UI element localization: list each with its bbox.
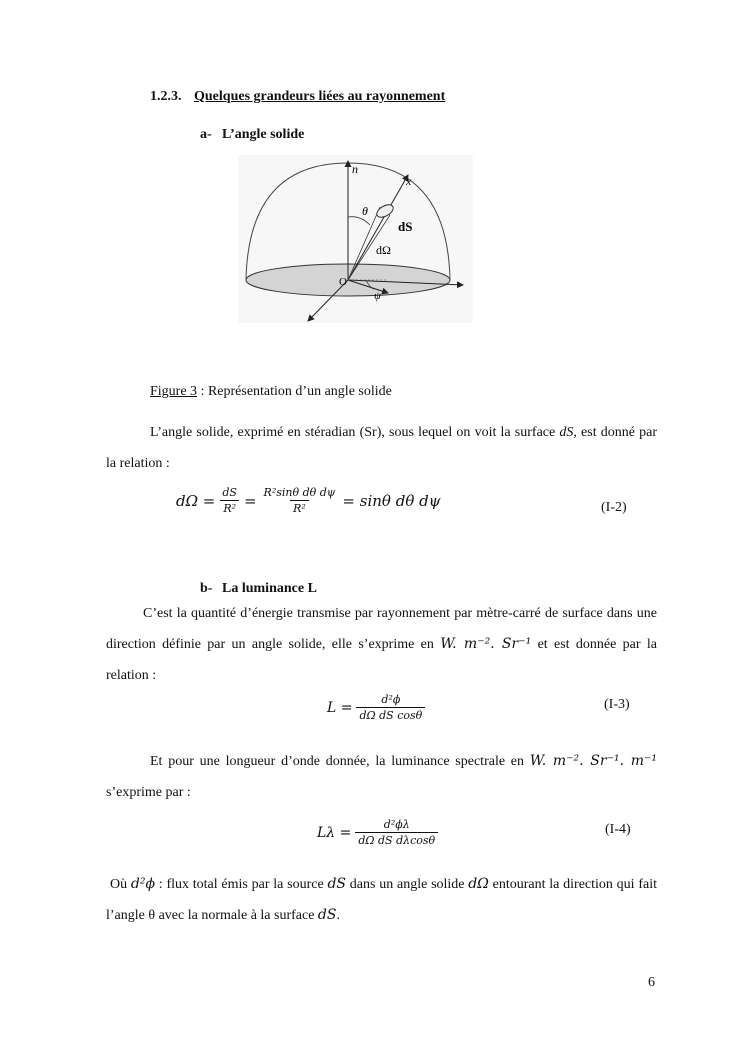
para1-text1: L’angle solide, exprimé en stéradian (Sr), sous lequel on voit la surface [150, 425, 560, 440]
paragraph-spectral [106, 746, 657, 808]
eq4-num: d²ϕλ [383, 818, 410, 831]
eq3-lhs: L = [327, 699, 353, 716]
eq4-number: (I-4) [605, 822, 631, 837]
para2-unit: W. m⁻². Sr⁻¹ [440, 636, 532, 652]
eq4-lhs: Lλ = [317, 824, 352, 841]
para2-text1: C’est la quantité d’énergie transmise par rayonnement par mètre-carré de surface dans une direction définie par un angle solide, elle s’exprime en [106, 606, 657, 652]
eq2-fraction-2 [261, 486, 339, 515]
label-domega: dΩ [376, 243, 391, 257]
paragraph-luminance [106, 598, 657, 691]
label-ds: dS [398, 219, 413, 234]
para1-text2: est donné par la relation : [106, 425, 657, 471]
eq4-fraction [355, 818, 438, 847]
para4-t4: entourant la direction qui fait l’angle θ avec la normale à la surface [106, 877, 657, 923]
eq2-f1-den: R² [220, 500, 239, 515]
figure-caption-text: : Représentation d’un angle solide [197, 384, 392, 399]
eq3-den: dΩ dS cosθ [356, 707, 425, 722]
subsection-a-letter: a- [200, 127, 212, 142]
figure-caption-ref: Figure 3 [150, 384, 198, 399]
eq4-den: dΩ dS dλcosθ [355, 832, 438, 847]
eq2-rhs: = sinθ dθ dψ [342, 491, 441, 510]
section-title: Quelques grandeurs liées au rayonnement [194, 89, 446, 104]
label-x: x [406, 174, 412, 188]
label-origin: O [339, 276, 347, 288]
subsection-b-heading [200, 581, 317, 597]
para4-m3: dΩ [468, 876, 489, 892]
para2-text2: et est donnée par la relation : [106, 637, 658, 683]
para3-text1: Et pour une longueur d’onde donnée, la luminance spectrale en [150, 754, 530, 769]
eq2-number: (I-2) [601, 500, 627, 515]
label-n: n [352, 162, 358, 176]
para4-t3: dans un angle solide [346, 877, 469, 892]
paragraph-definitions [106, 869, 657, 931]
subsection-a-title: L’angle solide [222, 127, 305, 142]
figure-caption [150, 384, 392, 400]
eq3-fraction [356, 693, 425, 722]
subsection-b-letter: b- [200, 581, 213, 596]
eq2-f2-num: R²sinθ dθ dψ [263, 486, 336, 499]
para1-italic: dS, [559, 425, 577, 440]
equation-i4 [317, 818, 438, 847]
eq2-fraction-1 [219, 486, 240, 515]
para3-unit: W. m⁻². Sr⁻¹. m⁻¹ [529, 753, 657, 769]
para4-m2: dS [327, 876, 347, 892]
paragraph-solid-angle [106, 417, 657, 479]
para4-t2: : flux total émis par la source [155, 877, 328, 892]
equation-i2 [176, 486, 440, 515]
label-psi: ψ [374, 290, 381, 302]
solid-angle-figure [238, 155, 473, 323]
eq3-num: d²ϕ [381, 693, 401, 706]
subsection-a-heading [200, 127, 304, 143]
eq2-lhs: dΩ = [176, 491, 216, 510]
para4-t1: Où [110, 877, 131, 892]
para4-m4: dS [317, 907, 337, 923]
page-number: 6 [648, 975, 655, 990]
eq3-number: (I-3) [604, 697, 630, 712]
eq2-equals: = [243, 491, 257, 510]
label-theta: θ [362, 204, 368, 218]
eq2-f1-num: dS [222, 486, 237, 499]
section-number: 1.2.3. [150, 89, 182, 104]
equation-i3 [327, 693, 425, 722]
para4-m1: d²ϕ [130, 876, 156, 892]
eq2-f2-den: R² [290, 500, 309, 515]
figure-background [238, 155, 473, 323]
para4-t5: . [336, 908, 340, 923]
subsection-b-title: La luminance L [222, 581, 317, 596]
para3-text2: s’exprime par : [106, 785, 191, 800]
section-heading [150, 89, 445, 105]
